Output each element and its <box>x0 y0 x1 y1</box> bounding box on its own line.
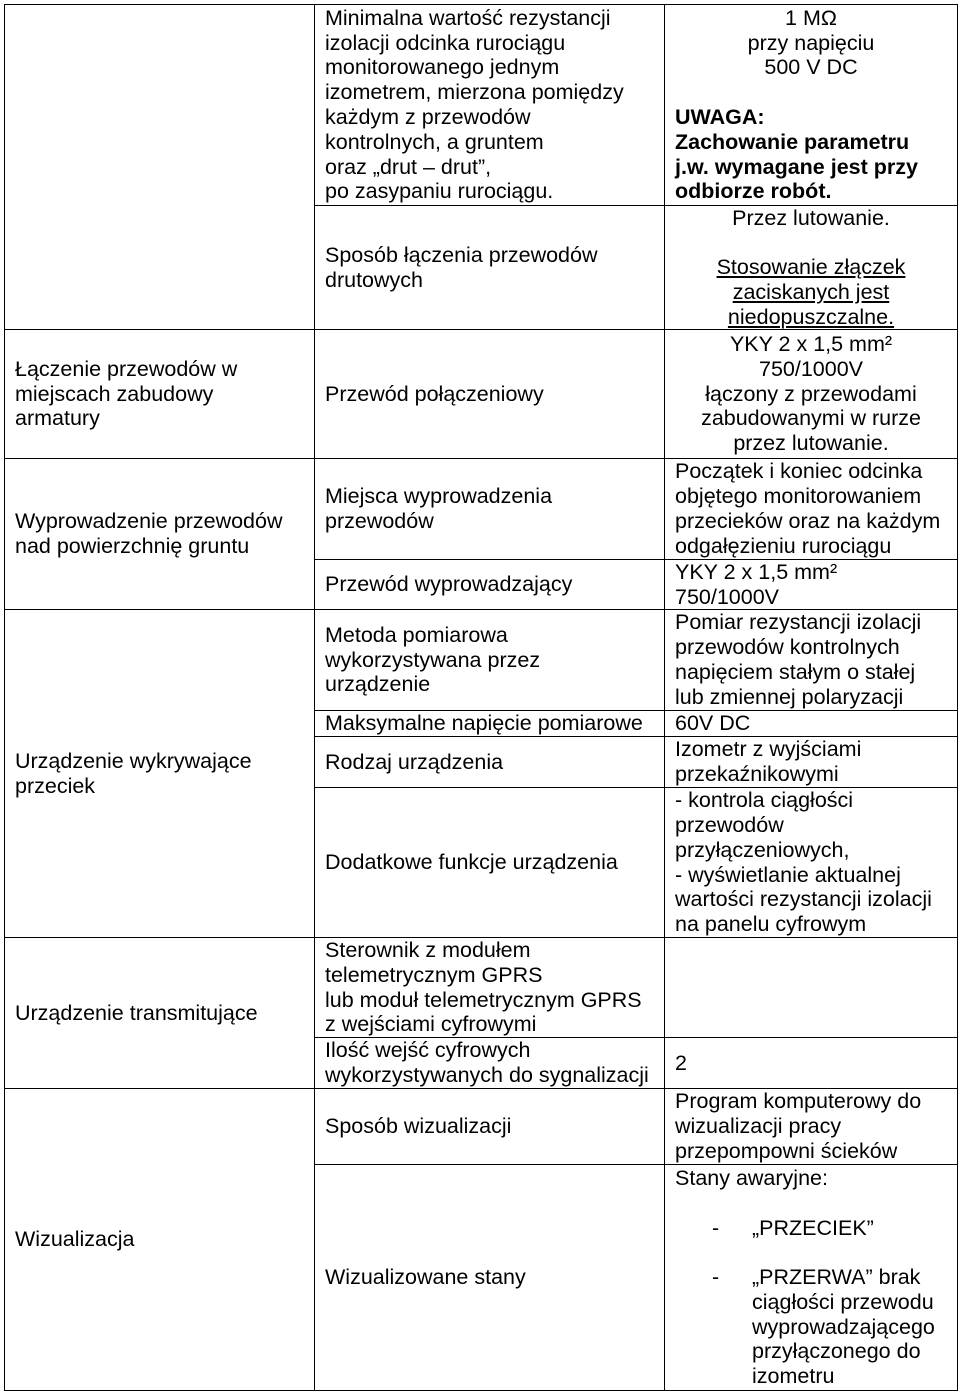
value-text: YKY 2 x 1,5 mm² 750/1000V <box>675 559 838 609</box>
value-text: Izometr z wyjściami przekaźnikowymi <box>675 737 862 786</box>
parameter-cell <box>315 560 665 610</box>
value-cell <box>665 330 958 459</box>
warning-text: Stosowanie złączek zaciskanych jest niedopuszczalne. <box>716 255 906 329</box>
parameter-cell <box>315 711 665 737</box>
category-label: Wyprowadzenie przewodów nad powierzchnię gruntu <box>15 509 283 558</box>
parameter-label: Przewód wyprowadzający <box>325 572 573 597</box>
parameter-cell <box>315 737 665 788</box>
note-label: UWAGA: <box>675 105 765 129</box>
parameter-label: Maksymalne napięcie pomiarowe <box>325 711 643 736</box>
value-cell <box>665 560 958 610</box>
category-label: Urządzenie transmitujące <box>15 1000 258 1025</box>
parameter-label: Rodzaj urządzenia <box>325 749 504 774</box>
status-list-item <box>675 1265 947 1389</box>
category-label: Łączenie przewodów w miejscach zabudowy armatury <box>15 356 238 431</box>
specification-table <box>4 4 958 1391</box>
parameter-label: Metoda pomiarowa wykorzystywana przez urządzenie <box>325 622 541 697</box>
resistance-value: 1 MΩ przy napięciu 500 V DC <box>747 5 875 80</box>
value-text: Przez lutowanie. <box>732 205 890 230</box>
value-text: 60V DC <box>675 711 751 736</box>
parameter-label: Przewód połączeniowy <box>325 381 544 406</box>
parameter-cell <box>315 1089 665 1165</box>
parameter-cell <box>315 459 665 560</box>
parameter-cell <box>315 938 665 1038</box>
category-cell-empty <box>5 5 315 330</box>
parameter-label: Sposób łączenia przewodów drutowych <box>325 242 598 292</box>
value-cell <box>665 610 958 711</box>
value-cell <box>665 737 958 788</box>
category-label: Wizualizacja <box>15 1227 135 1252</box>
value-cell <box>665 788 958 938</box>
value-text: 2 <box>675 1050 687 1075</box>
list-marker: - <box>712 1265 720 1290</box>
category-cell <box>5 459 315 610</box>
parameter-label: Dodatkowe funkcje urządzenia <box>325 850 618 875</box>
value-cell <box>665 711 958 737</box>
value-cell <box>665 206 958 330</box>
value-cell <box>665 5 958 206</box>
parameter-label: Minimalna wartość rezystancji izolacji odcinka rurociągu monitorowanego jednym izometrem, mierzona pomiędzy każdym z przewodów kontrolnych, a gruntem oraz „drut – drut”, po zasypaniu rurociągu. <box>325 5 624 204</box>
value-cell <box>665 1089 958 1165</box>
category-cell <box>5 610 315 938</box>
states-intro: Stany awaryjne: <box>675 1165 828 1190</box>
parameter-cell <box>315 610 665 711</box>
category-cell <box>5 1089 315 1391</box>
parameter-cell <box>315 788 665 938</box>
value-text: Pomiar rezystancji izolacji przewodów kontrolnych napięciem stałym o stałej lub zmiennej polaryzacji <box>675 610 922 709</box>
value-cell <box>665 459 958 560</box>
status-list-item <box>675 1216 947 1241</box>
status-text: „PRZERWA” brak ciągłości przewodu wyprowadzającego przyłączonego do izometru <box>752 1265 935 1389</box>
parameter-label: Sposób wizualizacji <box>325 1114 512 1139</box>
status-text: „PRZECIEK” <box>752 1215 874 1240</box>
parameter-cell <box>315 1165 665 1391</box>
note-text: Zachowanie parametru j.w. wymagane jest przy odbiorze robót. <box>675 129 918 204</box>
category-cell <box>5 938 315 1089</box>
parameter-label: Sterownik z modułem telemetrycznym GPRS lub moduł telemetrycznym GPRS z wejściami cyfrowymi <box>325 937 642 1037</box>
parameter-cell <box>315 1038 665 1089</box>
category-cell <box>5 330 315 459</box>
value-text: YKY 2 x 1,5 mm² 750/1000V łączony z przewodami zabudowanymi w rurze przez lutowanie. <box>701 332 921 456</box>
value-cell <box>665 1038 958 1089</box>
parameter-label: Wizualizowane stany <box>325 1265 526 1290</box>
parameter-cell <box>315 206 665 330</box>
value-cell-empty <box>665 938 958 1038</box>
value-text: Program komputerowy do wizualizacji pracy przepompowni ścieków <box>675 1089 922 1163</box>
value-text: - kontrola ciągłości przewodów przyłączeniowych, - wyświetlanie aktualnej wartości rezystancji izolacji na panelu cyfrowym <box>675 788 932 937</box>
parameter-cell <box>315 5 665 206</box>
list-marker: - <box>712 1215 720 1240</box>
category-label: Urządzenie wykrywające przeciek <box>15 748 252 798</box>
parameter-cell <box>315 330 665 459</box>
value-text: Początek i koniec odcinka objętego monitorowaniem przecieków oraz na każdym odgałęzieniu rurociągu <box>675 459 941 558</box>
parameter-label: Miejsca wyprowadzenia przewodów <box>325 484 553 533</box>
value-cell <box>665 1165 958 1391</box>
parameter-label: Ilość wejść cyfrowych wykorzystywanych do sygnalizacji <box>325 1038 649 1087</box>
